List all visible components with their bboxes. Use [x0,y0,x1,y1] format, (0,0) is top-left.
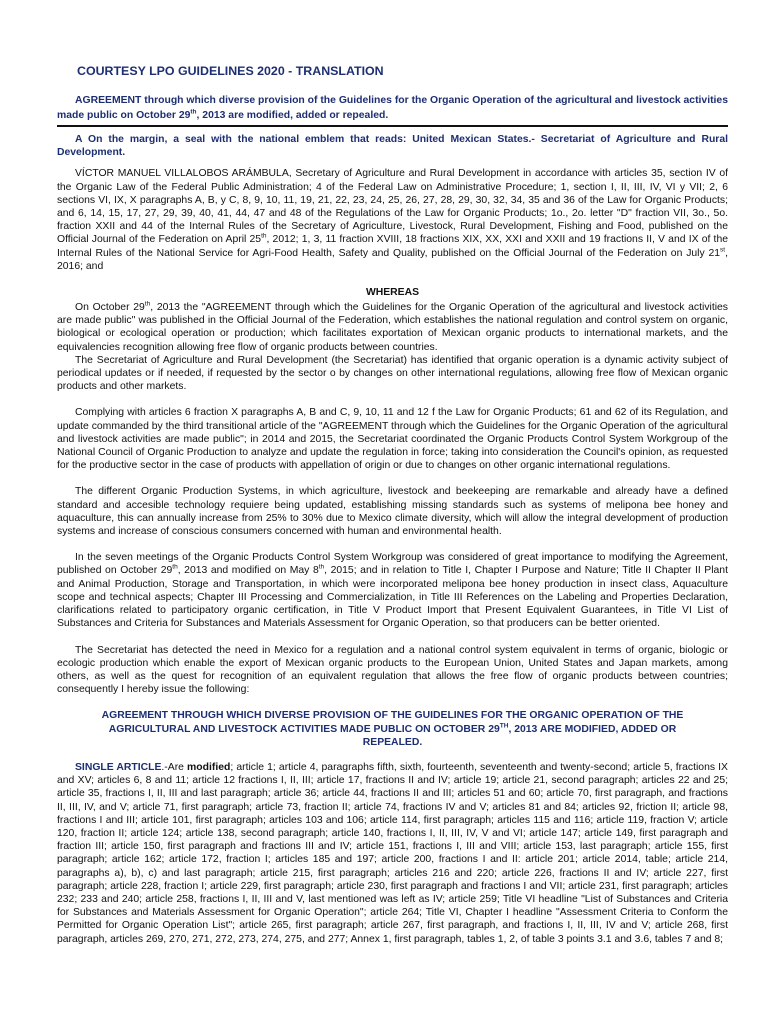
subheading-text: AGREEMENT through which diverse provision of the Guidelines for the Organic Operation of the agricultural and livestock activities made public on October 29 [57,95,728,121]
article-heading-sup: TH [499,722,509,730]
workgroup-meetings-paragraph [57,551,728,630]
agreement-article-heading [79,709,706,749]
title-divider [57,125,728,127]
meetings-sup-1: th [172,564,178,572]
signatory-text-3: , 2016; and [57,247,728,272]
whereas-1-text-end: , 2013 the "AGREEMENT through which the Guidelines for the Organic Operation of the agricultural and livestock activities are made public" was published in the Official Journal of the Federation, which establishes the national regulation and control system on organic, biological or ecological operation or production; which facilitates exportation of Mexican organic products to international markets, and the equivalencies recognition allowing free flow of organic products between countries. [57,302,728,353]
signatory-text-2: , 2012; 1, 3, 11 fraction XVIII, 18 fractions XIX, XX, XXI and XXII and 19 fractions II, V and IX of the Internal Rules of the National Service for Agri-Food Health, Safety and Quality, published on the Official Journal of the Federation on July 21 [57,234,728,259]
document-heading: COURTESY LPO GUIDELINES 2020 - TRANSLATION [77,64,384,78]
agreement-subheading [57,94,728,124]
single-article-body: ; article 1; article 4, paragraphs fifth, sixth, fourteenth, seventeenth and twenty-second; article 5, fractions IX and XV; articles 6, 8 and 11; article 12 fractions I, II, III; article 17, fractions II and IV; article 19; article 21, second paragraph; articles 22 and 25; article 35, fractions I, II, III and last paragraph; article 36; article 44, fractions II and III; articles 51 and 60; article 70, first paragraph, and fractions II, III, IV, and V; article 71, first paragraph; article 73, fraction II; article 74, fractions IV and V; articles 81 and 84; articles 92, friction II; article 98, fractions I and III; article 101, first paragraph; articles 103 and 106; article 114, first paragraph; articles 115 and 116; article 119, fraction V; article 120, fraction II; article 124; article 138, second paragraph; article 140, fractions I, II, III, IV, V and VI; article 147; article 149, first paragraph and fraction III; article 150, first paragraph and fractions III and IV; article 151, fractions I, III and VIII; article 153, last paragraph; article 155, first paragraph; article 162; article 172, fraction I; articles 185 and 197; article 200, fractions I and II: article 201; article 2014, table; article 214, paragraphs a), b), c) and last paragraph; article 215, first paragraph; articles 216 and 220; article 226, fractions II and IV; article 227, first paragraph; article 228, fraction I; article 229, first paragraph; article 230, first paragraph and fractions I and VII; article 231, first paragraph; articles 232; 233 and 240; article 258, fractions I, II, III and V, last mentioned was left as IV; article 259; Title VI headline "List of Substances and Criteria for Substances and Materials Assessment for Organic Operation"; article 264; Title VI, Chapter I headline "Assessment Criteria to Conform the Permitted for Organic Operation List"; article 265, first paragraph; article 267, first paragraph, and fractions I, II, III, IV and V; article 268, first paragraph, articles 269, 270, 271, 272, 273, 274, 275, and 277; Annex 1, first paragraph, tables 1, 2, of table 3 points 3.1 and 3.6, tables 7 and 8; [57,761,728,945]
single-article-keyword: modified [187,761,231,773]
whereas-1-text: On October 29 [75,302,145,314]
signatory-text-1: VÍCTOR MANUEL VILLALOBOS ARÁMBULA, Secretary of Agriculture and Rural Development in accordance with articles 35, section IV of the Organic Law of the Federal Public Administration; 4 of the Federal Law on Administrative Procedure; 1, section I, II, III, IV, VI y VII; 2, 6 sections VI, IX, X paragraphs A, B, y C, 8, 9, 10, 11, 19, 21, 22, 23, 24, 25, 26, 27, 28, 29, 30, 32, 34, 35 and 36 of the Law for Organic Products; and 6, 14, 15, 17, 27, 29, 39, 40, 41, 44, 47 and 48 of the Regulations of the Law for Organic Products; 1o., 2o. letter "D" fraction VII, 3o., 5o. fraction XXII and 44 of the Internal Rules of the Secretary of Agriculture, Livestock, Rural Development, Fishing and Food, published on the Official Journal of the Federation on April 25 [57,168,728,246]
article-heading-text: AGREEMENT THROUGH WHICH DIVERSE PROVISION OF THE GUIDELINES FOR THE ORGANIC OPERATION OF THE AGRICULTURAL AND LIVESTOCK ACTIVITIES MADE PUBLIC ON OCTOBER 29 [101,710,684,735]
whereas-paragraph-2: The Secretariat of Agriculture and Rural Development (the Secretariat) has identified that organic operation is a dynamic activity subject of periodical updates or if needed, if requested by the sector o by changes on other international regulations, allowing free flow of Mexican organic products and other markets. [57,354,728,393]
secretariat-detected-paragraph: The Secretariat has detected the need in Mexico for a regulation and a national control system equivalent in terms of organic, biologic or ecologic production which enable the export of Mexican organic products to the European Union, United States and Japan markets, among others, as well as the quest for recognition of an equivalent regulation that allows the free flow of organic products between countries; consequently I hereby issue the following: [57,644,728,696]
subheading-text-end: , 2013 are modified, added or repealed. [196,109,389,121]
signatory-sup-1: th [261,232,267,240]
subheading-sup: th [190,108,197,116]
meetings-text-1: In the seven meetings of the Organic Products Control System Workgroup was considered of great importance to modifying the Agreement, published on October 29 [57,552,728,577]
production-systems-paragraph: The different Organic Production Systems, in which agriculture, livestock and beekeeping are remarkable and already have a defined standard and accesible technology requiere being updated, establishing missing standards such as systems of melipona bee honey and aquaculture, this can annually increase from 25% to 30% due to Mexico climate diversity, which will allow the integral development of production systems and increase of conscious consumers concerned with human and environmental health. [57,486,728,538]
meetings-text-3: , 2015; and in relation to Title I, Chapter I Purpose and Nature; Title II Chapter II Plant and Animal Production, Storage and Transportation, in which were incorporated melipona bee honey production in insect class, Aquaculture scope and technical aspects; Chapter III Processing and Commercialization, in Title III References on the Labeling and Properties Declaration, clarifications related to participatory organic certification, in Title V Product Import that Present Equivalent Guarantees, in Title VI List of Substances and Criteria for Substances and Materials Assessment for Organic Operation, so that producers can be better oriented. [57,565,728,630]
signatory-paragraph [57,167,728,273]
whereas-paragraph-1 [57,301,728,354]
whereas-title: WHEREAS [365,287,420,299]
complying-paragraph: Complying with articles 6 fraction X paragraphs A, B and C, 9, 10, 11 and 12 f the Law for Organic Products; 61 and 62 of its Regulation, and update commanded by the third transitional article of the "AGREEMENT through which the Guidelines for the Organic Operation of the agricultural and livestock activities are made public"; in 2014 and 2015, the Secretariat coordinated the Organic Products Control System Workgroup of the National Council of Organic Production to analyze and update the regulation in force; taking into consideration the Council's opinion, as requested for the productive sector in the case of products with appellation of origin or due to changes on other organic international regulations. [57,407,728,472]
meetings-sup-2: th [318,564,325,572]
margin-seal-note: A On the margin, a seal with the national emblem that reads: United Mexican States.- Secretariat of Agriculture and Rural Development. [57,134,728,159]
single-article-lead: SINGLE ARTICLE [75,761,162,773]
single-article-dash: .-Are [161,761,188,773]
signatory-sup-2: st [720,246,726,254]
single-article-paragraph [57,761,728,946]
meetings-text-2: , 2013 and modified on May 8 [177,565,319,577]
whereas-1-sup: th [144,300,151,308]
article-heading-text-end: , 2013 ARE MODIFIED, ADDED OR REPEALED. [362,723,677,748]
